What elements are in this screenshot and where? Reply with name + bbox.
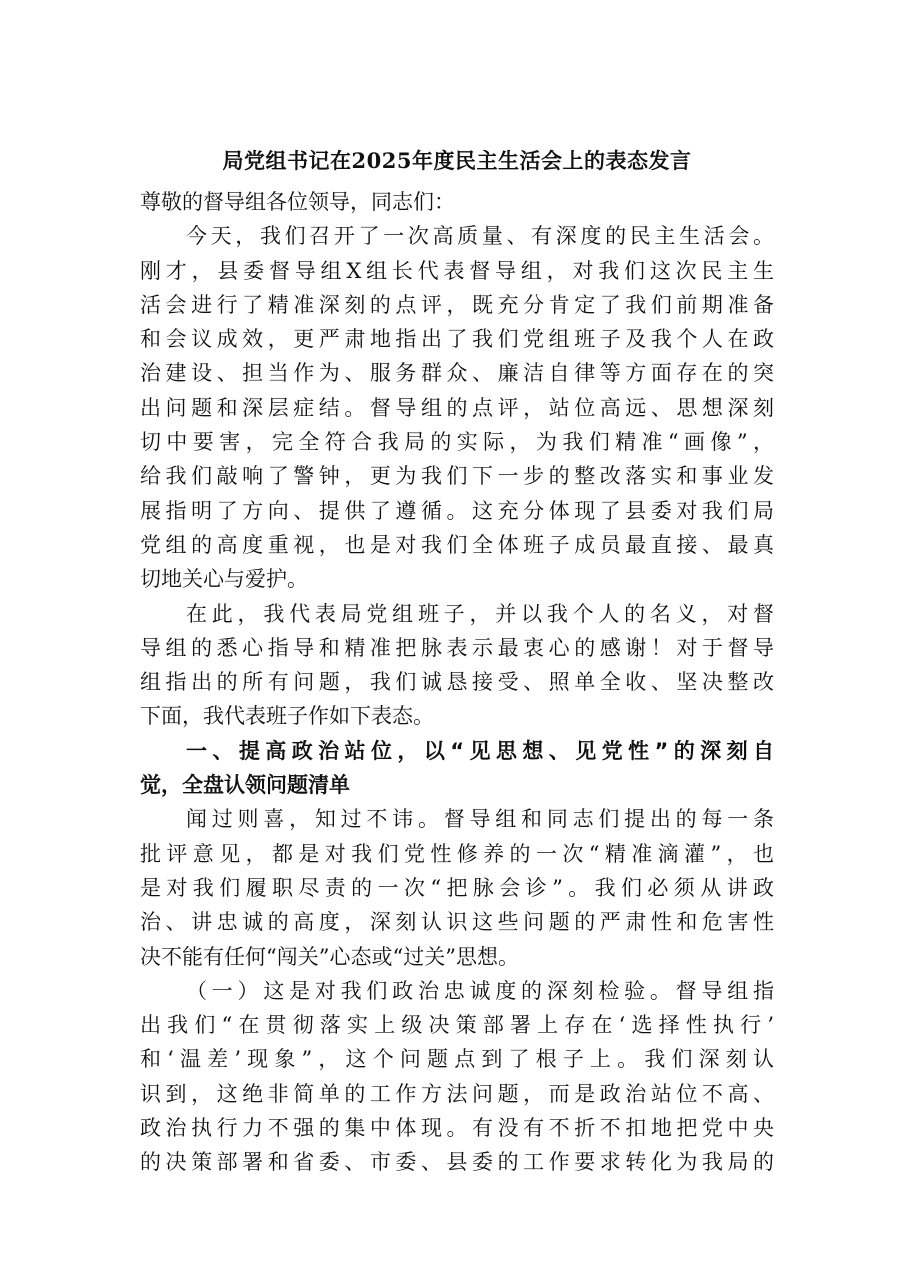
text-line: 政治执行力不强的集中体现。有没有不折不扣地把党中央 (140, 1116, 774, 1141)
text-line: 和会议成效，更严肃地指出了我们党组班子及我个人在政 (140, 327, 774, 352)
text-line: 批评意见，都是对我们党性修养的一次“精准滴灌”，也 (140, 841, 774, 866)
text-line: 组指出的所有问题，我们诚恳接受、照单全收、坚决整改 (140, 670, 774, 695)
document-body (140, 185, 774, 1180)
text-line: 觉，全盘认领问题清单 (140, 773, 350, 798)
text-line: 的决策部署和省委、市委、县委的工作要求转化为我局的 (140, 1150, 774, 1175)
paragraph-1 (140, 219, 774, 596)
text-line: 切地关心与爱护。 (140, 567, 308, 592)
text-line: 刚才，县委督导组X组长代表督导组，对我们这次民主生 (140, 258, 774, 283)
text-line: 识到，这绝非简单的工作方法问题，而是政治站位不高、 (140, 1081, 774, 1106)
text-line: 决不能有任何“闯关”心态或“过关”思想。 (140, 944, 519, 969)
text-line: 是对我们履职尽责的一次“把脉会诊”。我们必须从讲政 (140, 875, 774, 900)
text-line: 在此，我代表局党组班子，并以我个人的名义，对督 (186, 601, 774, 626)
text-line: 治、讲忠诚的高度，深刻认识这些问题的严肃性和危害性 (140, 910, 774, 935)
text-line: （一）这是对我们政治忠诚度的深刻检验。督导组指 (186, 978, 774, 1003)
paragraph-4 (140, 974, 774, 1180)
text-line: 展指明了方向、提供了遵循。这充分体现了县委对我们局 (140, 498, 774, 523)
text-line: 一、提高政治站位，以“见思想、见党性”的深刻自 (186, 738, 774, 763)
text-line: 活会进行了精准深刻的点评，既充分肯定了我们前期准备 (140, 292, 774, 317)
text-line: 和‘温差’现象”，这个问题点到了根子上。我们深刻认 (140, 1047, 774, 1072)
text-line: 出问题和深层症结。督导组的点评，站位高远、思想深刻 (140, 395, 774, 420)
text-line: 今天，我们召开了一次高质量、有深度的民主生活会。 (186, 224, 774, 249)
salutation (140, 185, 774, 219)
text-line: 尊敬的督导组各位领导，同志们： (140, 190, 455, 214)
text-line: 治建设、担当作为、服务群众、廉洁自律等方面存在的突 (140, 361, 774, 386)
section-heading-1 (140, 734, 774, 803)
text-line: 导组的悉心指导和精准把脉表示最衷心的感谢！对于督导 (140, 635, 774, 660)
text-line: 给我们敲响了警钟，更为我们下一步的整改落实和事业发 (140, 464, 774, 489)
text-line: 切中要害，完全符合我局的实际，为我们精准“画像”， (140, 430, 774, 455)
paragraph-3 (140, 802, 774, 973)
paragraph-2 (140, 597, 774, 734)
text-line: 下面，我代表班子作如下表态。 (140, 704, 434, 729)
document-title: 局党组书记在2025年度民主生活会上的表态发言 (222, 148, 692, 173)
text-line: 出我们“在贯彻落实上级决策部署上存在‘选择性执行’ (140, 1013, 774, 1038)
text-line: 党组的高度重视，也是对我们全体班子成员最直接、最真 (140, 532, 774, 557)
text-line: 闻过则喜，知过不讳。督导组和同志们提出的每一条 (186, 807, 774, 832)
